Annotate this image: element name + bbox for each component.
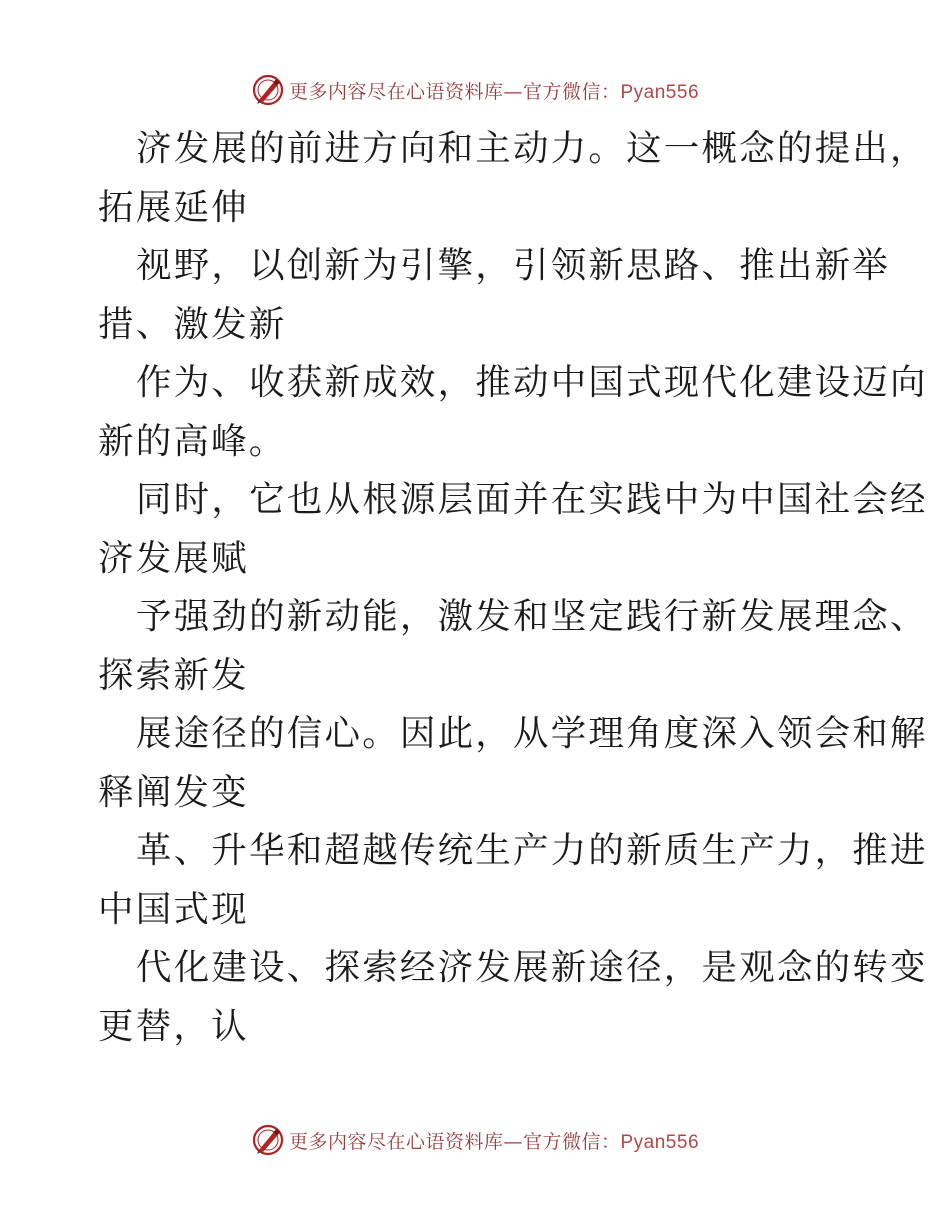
body-line: 释阐发变 [98,771,249,813]
body-line: 济发展赋 [98,537,249,579]
pen-logo-icon [251,73,285,107]
header-banner-text: 更多内容尽在心语资料库—官方微信：Pyan556 [288,80,700,103]
body-line: 作为、收获新成效，推动中国式现代化建设迈向 [136,362,928,403]
footer-banner [0,1120,950,1160]
body-line: 济发展的前进方向和主动力。这一概念的提出， [136,128,928,169]
body-line: 中国式现 [98,888,249,930]
footer-banner-text: 更多内容尽在心语资料库—官方微信：Pyan556 [288,1130,700,1153]
body-line: 更替，认 [98,1005,249,1047]
header-banner [0,70,950,110]
body-line: 同时，它也从根源层面并在实践中为中国社会经 [136,479,928,520]
body-line: 措、激发新 [98,303,287,345]
body-line: 展途径的信心。因此，从学理角度深入领会和解 [136,713,928,754]
body-line: 代化建设、探索经济发展新途径，是观念的转变 [136,947,928,988]
body-line: 视野，以创新为引擎，引领新思路、推出新举 [136,245,891,286]
body-line: 予强劲的新动能，激发和坚定践行新发展理念、 [136,596,928,637]
body-line: 革、升华和超越传统生产力的新质生产力，推进 [136,830,928,871]
footer-wechat-id: Pyan556 [620,1131,700,1153]
header-wechat-id: Pyan556 [620,81,700,103]
pen-logo-icon [251,1123,285,1157]
body-line: 新的高峰。 [98,420,287,462]
body-line: 探索新发 [98,654,249,696]
document-body [98,120,928,1056]
body-line: 拓展延伸 [98,186,249,228]
